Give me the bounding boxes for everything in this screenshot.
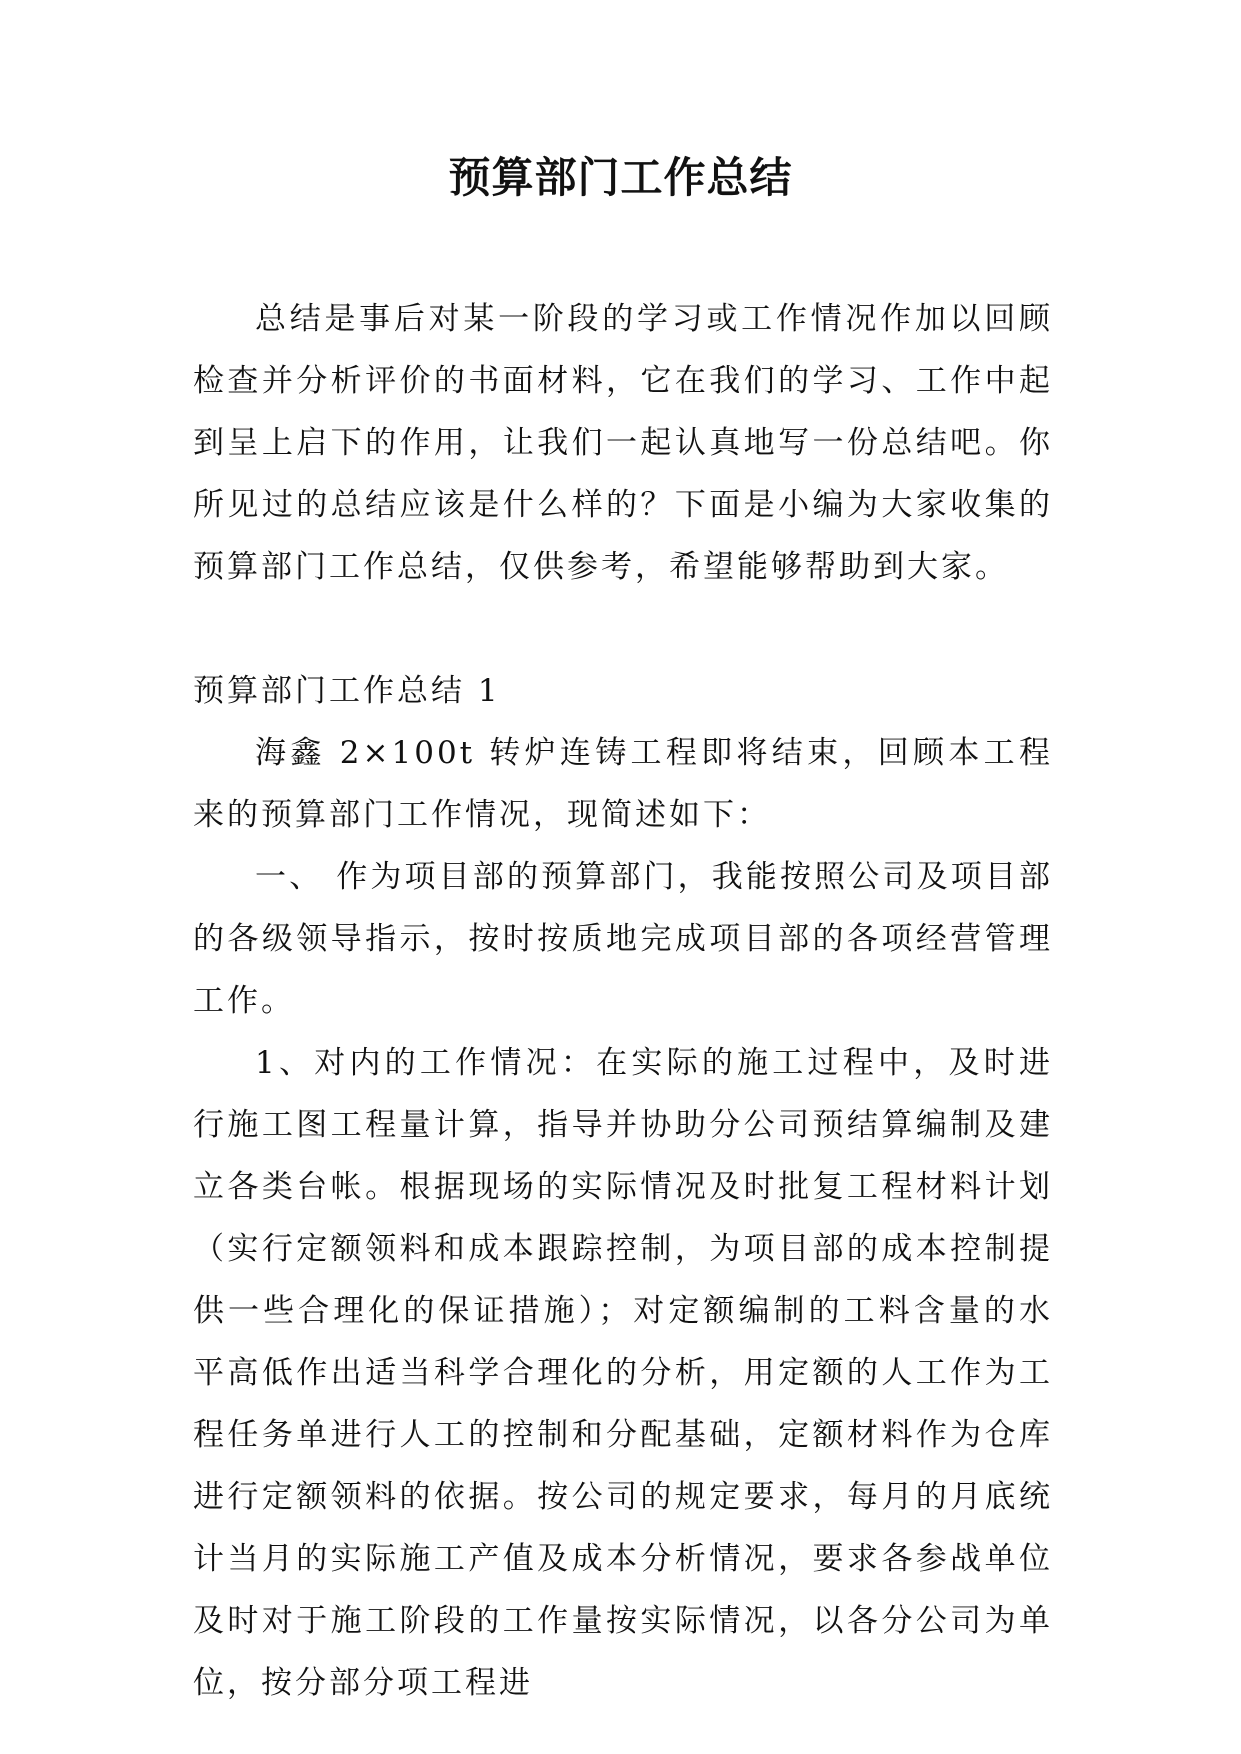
section-heading: 预算部门工作总结 1	[193, 673, 501, 709]
document-body	[193, 288, 1053, 1714]
body-paragraph: 1、对内的工作情况：在实际的施工过程中，及时进行施工图工程量计算，指导并协助分公司预结算编制及建立各类台帐。根据现场的实际情况及时批复工程材料计划（实行定额领料和成本跟踪控制，为项目部的成本控制提供一些合理化的保证措施）；对定额编制的工料含量的水平高低作出适当科学合理化的分析，用定额的人工作为工程任务单进行人工的控制和分配基础，定额材料作为仓库进行定额领料的依据。按公司的规定要求，每月的月底统计当月的实际施工产值及成本分析情况，要求各参战单位及时对于施工阶段的工作量按实际情况，以各分公司为单位，按分部分项工程进	[193, 1045, 1053, 1701]
body-paragraph: 一、 作为项目部的预算部门，我能按照公司及项目部的各级领导指示，按时按质地完成项目部的各项经营管理工作。	[193, 859, 1053, 1019]
document-title: 预算部门工作总结	[448, 153, 793, 202]
intro-paragraph: 总结是事后对某一阶段的学习或工作情况作加以回顾检查并分析评价的书面材料，它在我们的学习、工作中起到呈上启下的作用，让我们一起认真地写一份总结吧。你所见过的总结应该是什么样的？下面是小编为大家收集的预算部门工作总结，仅供参考，希望能够帮助到大家。	[193, 301, 1053, 585]
body-paragraph: 海鑫 2×100t 转炉连铸工程即将结束，回顾本工程来的预算部门工作情况，现简述如下：	[193, 735, 1053, 833]
